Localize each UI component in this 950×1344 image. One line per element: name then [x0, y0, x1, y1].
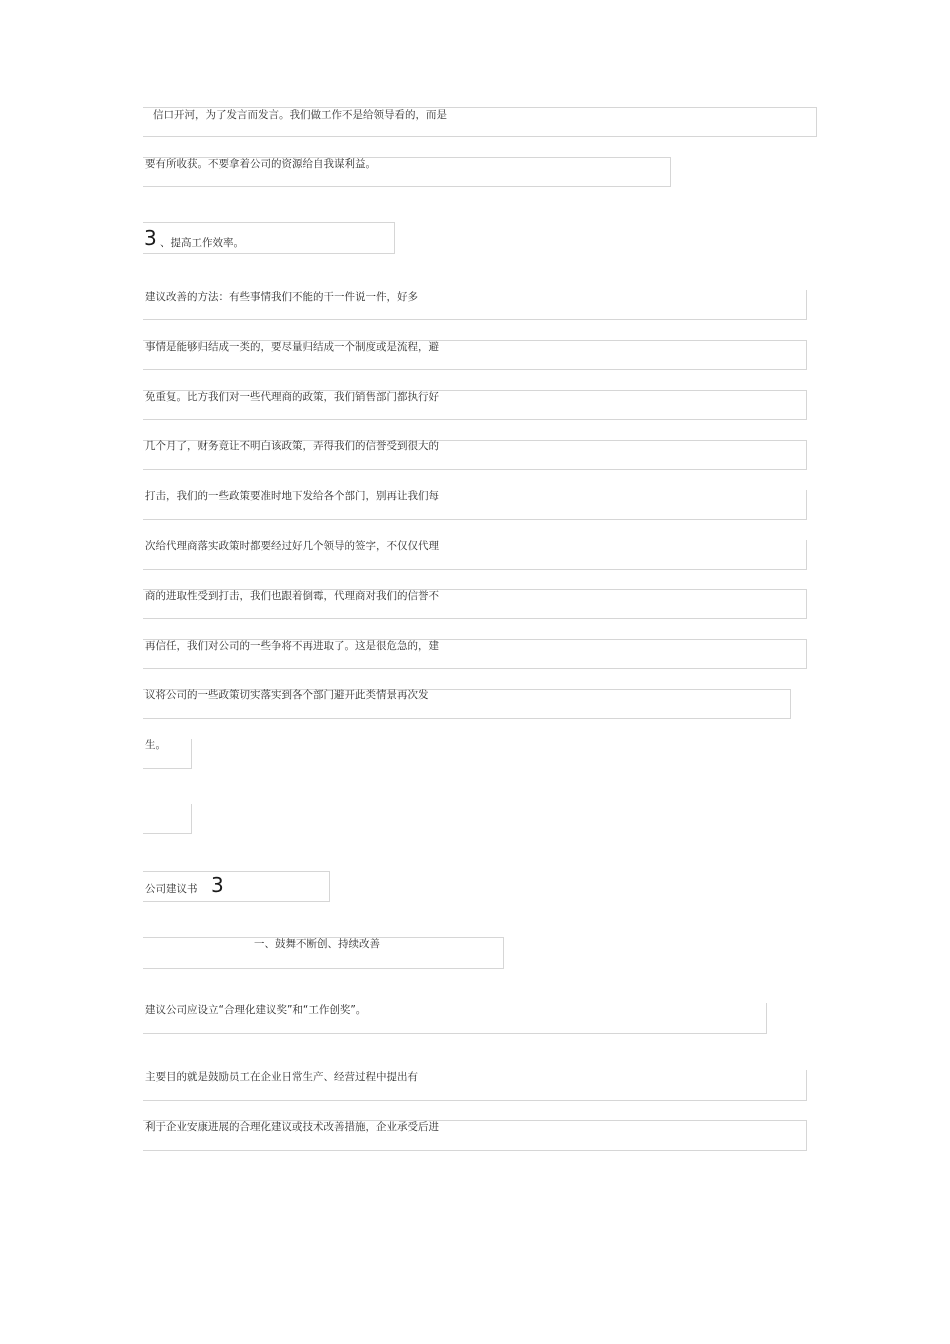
- text-line: 利于企业安康进展的合理化建议或技术改善措施，企业承受后进: [145, 1121, 439, 1133]
- document-title: 公司建议书: [145, 883, 198, 895]
- text-line: 生。: [145, 739, 166, 751]
- text-line: 主要目的就是鼓励员工在企业日常生产、经营过程中提出有: [145, 1071, 418, 1083]
- title-number: 3: [211, 873, 224, 897]
- subheading: 一、鼓舞不断创、持续改善: [254, 938, 380, 950]
- text-line: 次给代理商落实政策时都要经过好几个领导的签字，不仅仅代理: [145, 540, 439, 552]
- text-line: 建议改善的方法：有些事情我们不能的干一件说一件，好多: [145, 291, 418, 303]
- text-line: 商的进取性受到打击，我们也跟着倒霉，代理商对我们的信誉不: [145, 590, 439, 602]
- text-line: 议将公司的一些政策切实落实到各个部门避开此类情景再次发: [145, 689, 429, 701]
- text-line: 打击，我们的一些政策要准时地下发给各个部门，别再让我们每: [145, 490, 439, 502]
- text-line: 建议公司应设立“合理化建议奖”和“工作创奖”。: [145, 1004, 367, 1016]
- text-line: 信口开河，为了发言而发言。我们做工作不是给领导看的，而是: [153, 109, 447, 121]
- section-number: 3: [144, 226, 157, 250]
- text-line: 几个月了，财务竟让不明白该政策，弄得我们的信誉受到很大的: [145, 440, 439, 452]
- empty-line-box: [143, 804, 192, 834]
- text-line: 要有所收获。不要拿着公司的资源给自我谋利益。: [145, 158, 376, 170]
- section-heading: 、提高工作效率。: [160, 237, 244, 249]
- text-line: 免重复。比方我们对一些代理商的政策，我们销售部门都执行好: [145, 391, 439, 403]
- text-line: 再信任，我们对公司的一些争将不再进取了。这是很危急的，建: [145, 640, 439, 652]
- text-line: 事情是能够归结成一类的，要尽量归结成一个制度或是流程，避: [145, 341, 439, 353]
